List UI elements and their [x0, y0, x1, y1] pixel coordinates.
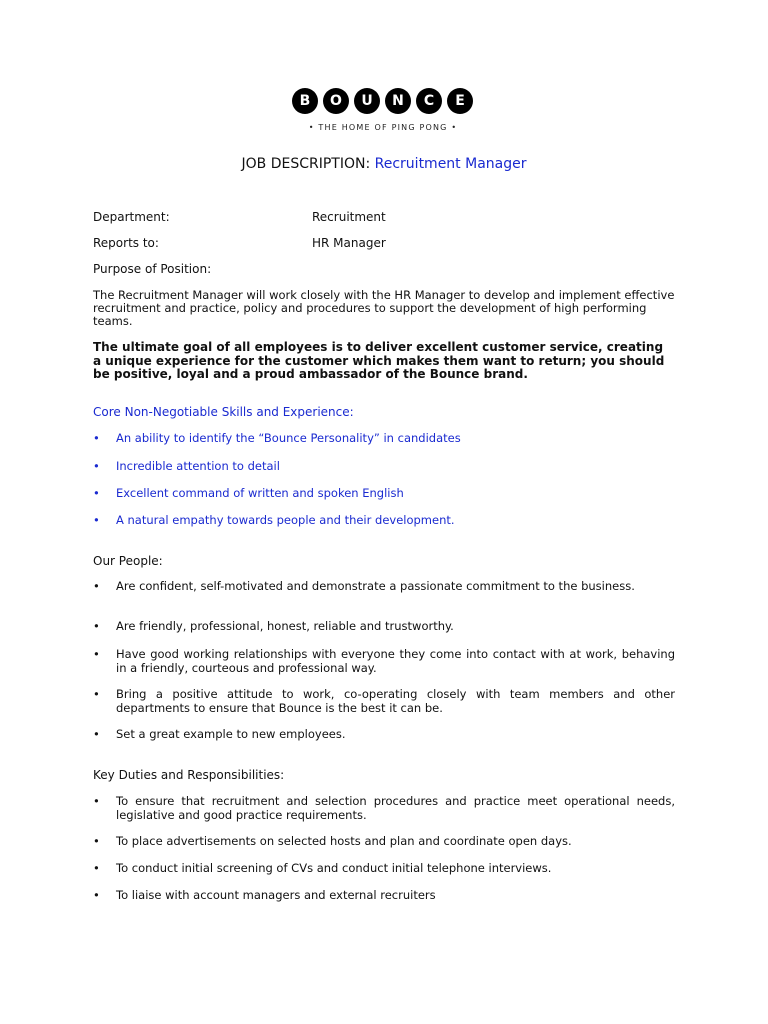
list-item: • To ensure that recruitment and selection procedures and practice meet operational needs, legislative and good practice requirements. [93, 794, 675, 822]
logo-letter: B [292, 88, 318, 114]
list-item: • To liaise with account managers and external recruiters [93, 888, 436, 902]
bullet-icon: • [93, 727, 100, 741]
list-item: • Are friendly, professional, honest, reliable and trustworthy. [93, 619, 454, 633]
bullet-icon: • [93, 619, 100, 633]
our-people-heading: Our People: [93, 554, 163, 568]
bullet-icon: • [93, 687, 100, 701]
bullet-icon: • [93, 834, 100, 848]
core-skills-heading: Core Non-Negotiable Skills and Experience: [93, 405, 354, 419]
list-item: • Bring a positive attitude to work, co-operating closely with team members and other departments to ensure that Bounce is the best it can be. [93, 687, 675, 715]
reports-to-value: HR Manager [312, 236, 386, 250]
bullet-icon: • [93, 459, 100, 473]
bullet-icon: • [93, 647, 100, 661]
department-label: Department: [93, 210, 170, 224]
purpose-paragraph: The Recruitment Manager will work closely with the HR Manager to develop and implement effective recruitment and practice, policy and procedures to support the development of high performing teams. [93, 288, 675, 328]
list-item: • Are confident, self-motivated and demonstrate a passionate commitment to the business. [93, 579, 635, 593]
bounce-logo [292, 86, 474, 116]
bullet-icon: • [93, 513, 100, 527]
logo-letter: U [354, 88, 380, 114]
bullet-icon: • [93, 486, 100, 500]
logo-letter: C [416, 88, 442, 114]
list-item: • To conduct initial screening of CVs and conduct initial telephone interviews. [93, 861, 552, 875]
reports-to-label: Reports to: [93, 236, 159, 250]
list-item: • Excellent command of written and spoken English [93, 486, 404, 500]
list-item: • Incredible attention to detail [93, 459, 280, 473]
purpose-label: Purpose of Position: [93, 262, 212, 276]
logo-letter: N [385, 88, 411, 114]
logo-letter: O [323, 88, 349, 114]
logo-tagline: • THE HOME OF PING PONG • [308, 123, 458, 132]
goal-paragraph: The ultimate goal of all employees is to deliver excellent customer service, creating a unique experience for the customer which makes them want to return; you should be positive, loyal and a proud ambassador of the Bounce brand. [93, 340, 665, 381]
bullet-icon: • [93, 794, 100, 808]
list-item: • To place advertisements on selected hosts and plan and coordinate open days. [93, 834, 572, 848]
bullet-icon: • [93, 888, 100, 902]
list-item: • Have good working relationships with everyone they come into contact with at work, behaving in a friendly, courteous and professional way. [93, 647, 675, 675]
list-item: • Set a great example to new employees. [93, 727, 346, 741]
title-role: Recruitment Manager [374, 156, 527, 172]
list-item: • An ability to identify the “Bounce Personality” in candidates [93, 431, 461, 445]
bullet-icon: • [93, 431, 100, 445]
logo-letter: E [447, 88, 473, 114]
list-item: • A natural empathy towards people and their development. [93, 513, 455, 527]
key-duties-heading: Key Duties and Responsibilities: [93, 768, 285, 782]
page-title [0, 156, 768, 172]
bullet-icon: • [93, 579, 100, 593]
department-value: Recruitment [312, 210, 386, 224]
bullet-icon: • [93, 861, 100, 875]
title-prefix: JOB DESCRIPTION: [241, 156, 371, 172]
